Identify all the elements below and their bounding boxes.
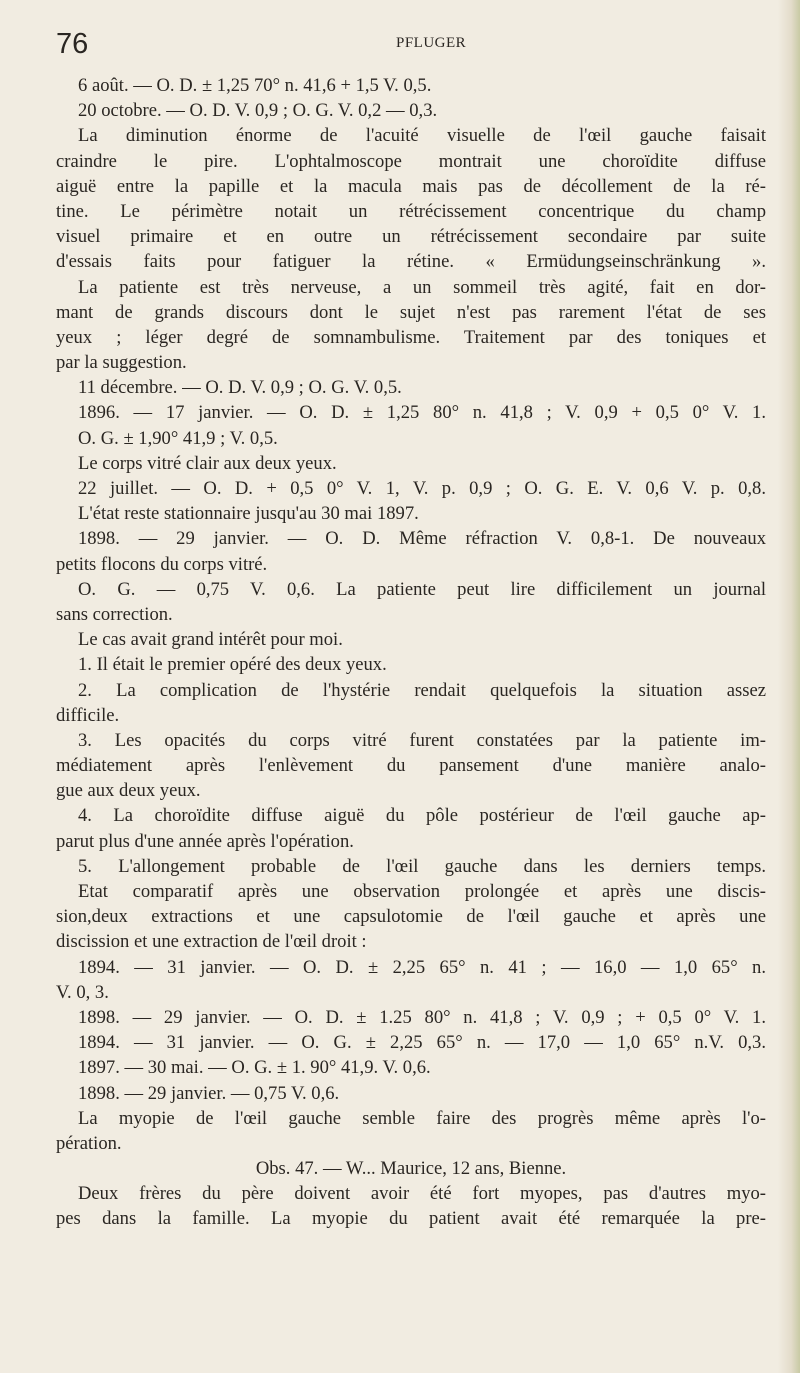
text-line: aiguë entre la papille et la macula mais pas de décollement de la ré-	[56, 175, 766, 197]
text-line: 1897. — 30 mai. — O. G. ± 1. 90° 41,9. V. 0,6.	[78, 1057, 431, 1079]
text-line: 1898. — 29 janvier. — O. D. ± 1.25 80° n. 41,8 ; V. 0,9 ; + 0,5 0° V. 1.	[78, 1006, 766, 1028]
text-line: V. 0, 3.	[56, 981, 109, 1003]
text-line: Deux frères du père doivent avoir été fort myopes, pas d'autres myo-	[78, 1183, 766, 1205]
text-line: médiatement après l'enlèvement du pansement d'une manière analo-	[56, 755, 766, 777]
text-line: 1896. — 17 janvier. — O. D. ± 1,25 80° n. 41,8 ; V. 0,9 + 0,5 0° V. 1.	[78, 402, 766, 424]
text-line: La patiente est très nerveuse, a un sommeil très agité, fait en dor-	[78, 276, 766, 298]
text-line: L'état reste stationnaire jusqu'au 30 mai 1897.	[78, 503, 419, 525]
text-line: craindre le pire. L'ophtalmoscope montrait une choroïdite diffuse	[56, 150, 766, 172]
page-edge-shadow	[778, 0, 800, 1373]
text-line: 1. Il était le premier opéré des deux yeux.	[78, 654, 387, 676]
observation-heading: Obs. 47. — W... Maurice, 12 ans, Bienne.	[255, 1158, 567, 1180]
text-line: yeux ; léger degré de somnambulisme. Traitement par des toniques et	[56, 326, 766, 348]
body-text	[56, 73, 766, 1232]
text-line: pes dans la famille. La myopie du patient avait été remarquée la pre-	[56, 1208, 766, 1230]
text-line: petits flocons du corps vitré.	[56, 553, 268, 575]
text-line: sion,deux extractions et une capsulotomie de l'œil gauche et après une	[56, 906, 766, 928]
text-line: 1898. — 29 janvier. — 0,75 V. 0,6.	[78, 1082, 340, 1104]
text-line: Le cas avait grand intérêt pour moi.	[78, 629, 343, 651]
running-head: PFLUGER	[396, 35, 467, 51]
text-line: Etat comparatif après une observation prolongée et après une discis-	[78, 881, 766, 902]
text-line: 4. La choroïdite diffuse aiguë du pôle postérieur de l'œil gauche ap-	[78, 805, 766, 827]
text-line: La myopie de l'œil gauche semble faire des progrès même après l'o-	[78, 1107, 766, 1129]
text-line: visuel primaire et en outre un rétrécissement secondaire par suite	[56, 226, 766, 248]
text-line: difficile.	[56, 704, 120, 726]
page-header	[56, 26, 766, 66]
text-line: 1898. — 29 janvier. — O. D. Même réfraction V. 0,8-1. De nouveaux	[78, 528, 766, 550]
page-number: 76	[56, 28, 89, 60]
text-line: 22 juillet. — O. D. + 0,5 0° V. 1, V. p. 0,9 ; O. G. E. V. 0,6 V. p. 0,8.	[78, 478, 766, 499]
text-line: sans correction.	[56, 603, 173, 625]
text-line: La diminution énorme de l'acuité visuelle de l'œil gauche faisait	[78, 125, 766, 147]
text-line: discission et une extraction de l'œil droit :	[56, 931, 367, 953]
text-line: 6 août. — O. D. ± 1,25 70° n. 41,6 + 1,5 V. 0,5.	[78, 75, 432, 96]
text-line: parut plus d'une année après l'opération.	[56, 830, 354, 852]
text-line: mant de grands discours dont le sujet n'est pas rarement l'état de ses	[56, 301, 766, 323]
text-line: pération.	[56, 1132, 122, 1154]
text-line: 20 octobre. — O. D. V. 0,9 ; O. G. V. 0,2 — 0,3.	[78, 100, 438, 122]
text-line: gue aux deux yeux.	[56, 780, 201, 802]
text-line: 1894. — 31 janvier. — O. G. ± 2,25 65° n. — 17,0 — 1,0 65° n.V. 0,3.	[78, 1032, 766, 1054]
text-line: Le corps vitré clair aux deux yeux.	[78, 452, 337, 474]
text-line: O. G. ± 1,90° 41,9 ; V. 0,5.	[78, 427, 278, 449]
text-line: d'essais faits pour fatiguer la rétine. « Ermüdungseinschränkung ».	[56, 251, 766, 273]
text-line: 2. La complication de l'hystérie rendait quelquefois la situation assez	[78, 679, 766, 701]
text-line: 11 décembre. — O. D. V. 0,9 ; O. G. V. 0,5.	[78, 377, 402, 399]
text-line: par la suggestion.	[56, 352, 187, 374]
text-line: 1894. — 31 janvier. — O. D. ± 2,25 65° n. 41 ; — 16,0 — 1,0 65° n.	[78, 956, 766, 978]
text-line: tine. Le périmètre notait un rétrécissement concentrique du champ	[56, 200, 766, 222]
text-line: 5. L'allongement probable de l'œil gauche dans les derniers temps.	[78, 855, 766, 877]
text-line: 3. Les opacités du corps vitré furent constatées par la patiente im-	[78, 729, 766, 751]
text-line: O. G. — 0,75 V. 0,6. La patiente peut lire difficilement un journal	[78, 578, 766, 600]
